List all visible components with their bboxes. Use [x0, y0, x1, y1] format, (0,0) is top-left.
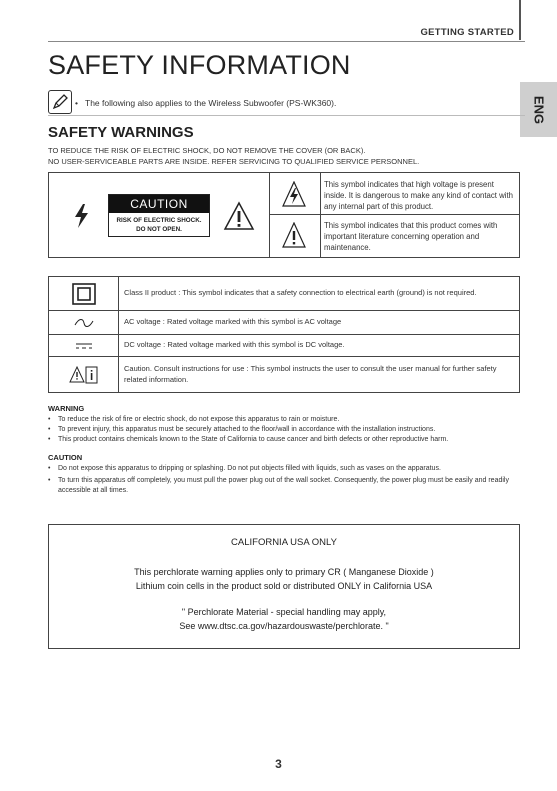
- caution-sign-line-1: RISK OF ELECTRIC SHOCK.: [116, 217, 202, 224]
- caution-sign-text: [109, 216, 209, 234]
- voltage-explanation-text: This symbol indicates that high voltage is present inside. It is dangerous to make any kind of contact with any internal part of this product.: [324, 180, 513, 211]
- warning-heading: WARNING: [48, 404, 85, 413]
- lightning-triangle-icon: [282, 181, 306, 207]
- symbol-row-consult-instructions: [48, 357, 520, 393]
- california-notice-box: [48, 524, 520, 649]
- safety-warnings-heading: SAFETY WARNINGS: [48, 124, 194, 141]
- warning-item: • To prevent injury, this apparatus must be securely attached to the floor/wall in accordance with the installation instructions.: [48, 425, 518, 435]
- california-p1-line-1: This perchlorate warning applies only to primary CR ( Manganese Dioxide ): [134, 567, 434, 577]
- language-tab-label: ENG: [531, 95, 546, 124]
- warning-item: • This product contains chemicals known to the State of California to cause cancer and birth defects or other reproductive harm.: [48, 435, 518, 445]
- caution-label-panel: [48, 172, 270, 258]
- caution-list: [48, 464, 518, 496]
- symbol-row-ac-voltage: [48, 311, 520, 335]
- lightning-icon: [69, 203, 95, 229]
- ac-voltage-description: AC voltage : Rated voltage marked with this symbol is AC voltage: [124, 317, 342, 327]
- header-divider-vertical: [519, 0, 521, 40]
- caution-item: • Do not expose this apparatus to dripping or splashing. Do not put objects filled with liquids, such as vases on the apparatus.: [48, 464, 518, 474]
- language-tab: [520, 82, 557, 137]
- header-divider: [48, 41, 525, 42]
- voltage-symbol-cell: [269, 172, 321, 215]
- caution-sign-line-2: DO NOT OPEN.: [136, 226, 182, 233]
- consult-instructions-icon: [49, 357, 119, 392]
- dc-voltage-description: DC voltage : Rated voltage marked with this symbol is DC voltage.: [124, 340, 345, 350]
- symbol-row-class-ii: [48, 276, 520, 311]
- exclamation-triangle-icon: [223, 201, 255, 231]
- caution-sign: [108, 194, 210, 237]
- california-p2-line-2: See www.dtsc.ca.gov/hazardouswaste/perchlorate. ": [179, 621, 389, 631]
- section-header-label: GETTING STARTED: [420, 27, 514, 38]
- california-paragraph-2: [49, 605, 519, 633]
- caution-item: • To turn this apparatus off completely, you must pull the power plug out of the wall socket. Consequently, the power plug must be easily and readily accessible at all times.: [48, 476, 518, 496]
- safety-warnings-line-1: TO REDUCE THE RISK OF ELECTRIC SHOCK, DO NOT REMOVE THE COVER (OR BACK).: [48, 146, 366, 155]
- note-text: [85, 98, 336, 108]
- safety-warnings-subtext: [48, 146, 528, 167]
- voltage-explanation-cell: [320, 172, 520, 215]
- dc-voltage-icon: [49, 335, 119, 356]
- note-bullet: • The following also applies to the Wireless Subwoofer (PS-WK360).: [85, 98, 336, 108]
- page-number: 3: [275, 757, 282, 771]
- class-ii-icon: [49, 277, 119, 310]
- caution-sign-title: CAUTION: [109, 195, 209, 213]
- exclamation-triangle-icon: [282, 222, 306, 248]
- warning-list: [48, 415, 518, 445]
- california-p1-line-2: Lithium coin cells in the product sold or distributed ONLY in California USA: [135, 581, 433, 591]
- caution-heading: CAUTION: [48, 453, 83, 462]
- literature-symbol-cell: [269, 214, 321, 258]
- consult-instructions-description: Caution. Consult instructions for use : This symbol instructs the user to consult the user manual for further safety related information.: [124, 364, 497, 384]
- class-ii-description: Class II product : This symbol indicates that a safety connection to electrical earth (ground) is not required.: [124, 288, 477, 298]
- california-title: CALIFORNIA USA ONLY: [231, 537, 337, 548]
- warning-item: • To reduce the risk of fire or electric shock, do not expose this apparatus to rain or moisture.: [48, 415, 518, 425]
- note-icon: [48, 90, 72, 114]
- california-paragraph-1: [49, 565, 519, 593]
- california-p2-line-1: " Perchlorate Material - special handling may apply,: [181, 607, 387, 617]
- page-title: SAFETY INFORMATION: [48, 50, 351, 80]
- safety-warnings-line-2: NO USER-SERVICEABLE PARTS ARE INSIDE. REFER SERVICING TO QUALIFIED SERVICE PERSONNEL.: [48, 156, 420, 166]
- ac-voltage-icon: [49, 311, 119, 334]
- symbol-row-dc-voltage: [48, 335, 520, 357]
- literature-explanation-text: This symbol indicates that this product comes with important literature concerning operation and maintenance.: [324, 221, 498, 252]
- literature-explanation-cell: [320, 214, 520, 258]
- note-underline: [48, 115, 525, 116]
